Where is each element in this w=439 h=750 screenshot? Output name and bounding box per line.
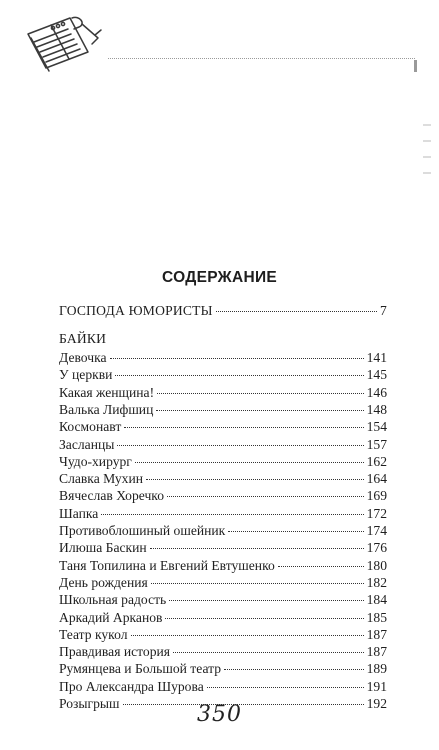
toc-entry-title: Космонавт [59, 419, 122, 435]
toc-entry-title: Розыгрыш [59, 696, 120, 711]
dot-leader [228, 531, 363, 532]
toc-entry-page: 157 [366, 436, 387, 452]
dot-leader [156, 410, 363, 411]
dot-leader [117, 445, 363, 446]
toc-entry-title: Правдивая история [59, 644, 171, 660]
toc-entry[interactable] [59, 453, 387, 471]
dot-leader [278, 566, 364, 567]
header-dotted-rule [108, 58, 415, 59]
toc-section-heading [59, 330, 387, 348]
toc-entry-page: 154 [366, 419, 387, 435]
toc-entry-title: День рождения [59, 574, 148, 590]
toc-entry-title: Засланцы [59, 436, 115, 452]
toc-entry[interactable] [59, 574, 387, 592]
toc-entry[interactable] [59, 418, 387, 436]
toc-entry[interactable] [59, 384, 387, 402]
dot-leader [115, 375, 363, 376]
toc-entry-title: У церкви [59, 367, 113, 383]
toc-entry-page: 164 [366, 471, 387, 487]
dot-leader [124, 427, 363, 428]
dot-leader [131, 635, 364, 636]
toc-entry[interactable] [59, 591, 387, 609]
toc-entry-page: 180 [366, 557, 387, 573]
toc-entry[interactable] [59, 401, 387, 419]
toc-entry[interactable] [59, 470, 387, 488]
toc-entry[interactable] [59, 660, 387, 678]
toc-entry-page: 182 [366, 574, 387, 590]
dot-leader [157, 393, 364, 394]
toc-entry-page: 185 [366, 609, 387, 625]
toc-entry-title: Аркадий Арканов [59, 609, 163, 625]
toc-entry-title: Противоблошиный ошейник [59, 523, 226, 538]
toc-entry-page: 187 [366, 644, 387, 660]
toc-entry-page: 191 [366, 678, 387, 694]
toc-entry-title: Школьная радость [59, 592, 167, 608]
dot-leader [101, 514, 363, 515]
toc-entry-page: 176 [366, 540, 387, 556]
toc-entry-page: 192 [366, 696, 387, 711]
toc-entry-page: 189 [366, 661, 387, 677]
toc-entry-title: Румянцева и Большой театр [59, 661, 222, 677]
toc-entry-title: Таня Топилина и Евгений Евтушенко [59, 557, 275, 573]
dot-leader [169, 600, 363, 601]
toc-entry-title: Валька Лифшиц [59, 401, 154, 417]
toc-entry-title: Чудо-хирург [59, 453, 132, 469]
toc-entry-page: 145 [366, 367, 387, 383]
toc-entry[interactable] [59, 505, 387, 523]
toc-entry-page: 162 [366, 453, 387, 469]
toc-entry[interactable] [59, 626, 387, 644]
toc-entry-title: ГОСПОДА ЮМОРИСТЫ [59, 303, 213, 318]
toc-entry-title: Театр кукол [59, 626, 128, 642]
toc-entry-title: Илюша Баскин [59, 540, 147, 556]
toc-entry-title: Девочка [59, 350, 107, 365]
toc-entry[interactable] [59, 366, 387, 384]
dot-leader [151, 583, 364, 584]
dot-leader [173, 652, 364, 653]
dot-leader [216, 311, 377, 312]
dot-leader [207, 687, 364, 688]
toc-section-title: БАЙКИ [59, 331, 107, 346]
toc-entry-page: 184 [366, 592, 387, 608]
toc-entry-title: Шапка [59, 505, 99, 521]
toc-entry[interactable] [59, 436, 387, 454]
toc-entry[interactable] [59, 557, 387, 575]
toc-entry[interactable] [59, 487, 387, 505]
toc-title: СОДЕРЖАНИЕ [161, 269, 278, 286]
toc-entry[interactable] [59, 522, 387, 540]
toc-entry-page: 7 [380, 303, 387, 318]
toc-entry-page: 169 [366, 488, 387, 504]
toc-entry-page: 172 [366, 505, 387, 521]
toc-entry-page: 148 [366, 401, 387, 417]
notebook-icon [22, 14, 104, 74]
toc-entry-page: 146 [366, 384, 387, 400]
page-number: 350 [197, 702, 242, 727]
toc-entry-title: Славка Мухин [59, 471, 144, 487]
dot-leader [150, 548, 364, 549]
toc-entry[interactable] [59, 678, 387, 696]
toc-entry[interactable] [59, 539, 387, 557]
toc-entry[interactable] [59, 609, 387, 627]
toc-entry[interactable] [59, 643, 387, 661]
dot-leader [224, 669, 364, 670]
dot-leader [167, 496, 364, 497]
toc-entry[interactable] [59, 349, 387, 367]
toc-entry-page: 187 [366, 626, 387, 642]
toc-entry-title: Вячеслав Хоречко [59, 488, 164, 504]
toc-entry-page: 174 [366, 523, 387, 538]
toc-entry-page: 141 [366, 350, 387, 365]
dot-leader [135, 462, 364, 463]
toc-entry-title: Про Александра Шурова [59, 678, 204, 694]
header-margin-mark [414, 60, 417, 72]
toc-entry-preface[interactable] [59, 302, 387, 320]
dot-leader [110, 358, 364, 359]
dot-leader [146, 479, 364, 480]
toc-entry-title: Какая женщина! [59, 384, 155, 400]
show-through-marks [419, 110, 433, 210]
dot-leader [165, 618, 363, 619]
